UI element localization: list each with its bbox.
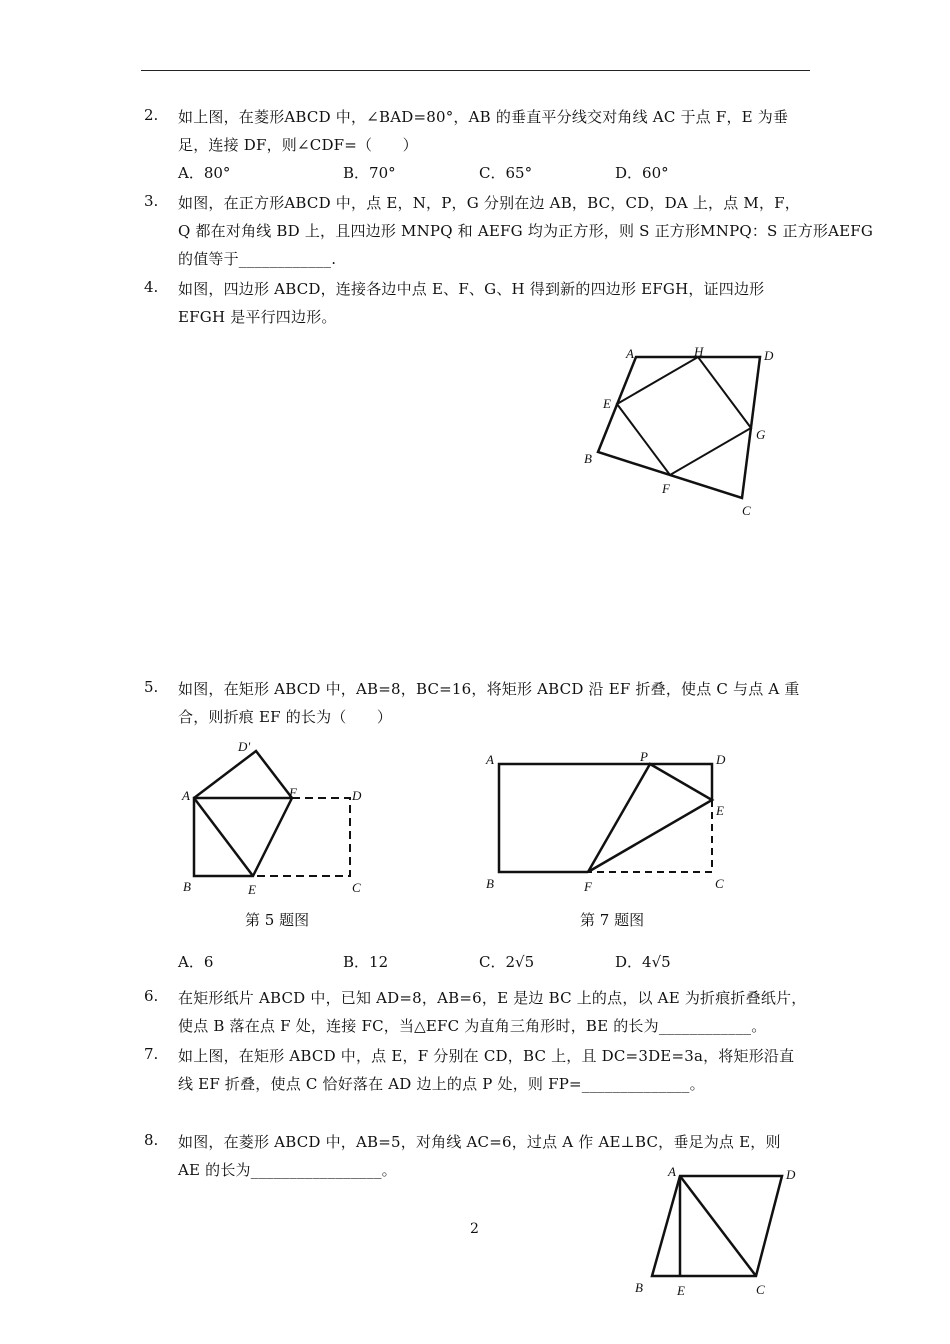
- q3-line-3: 的值等于____________.: [178, 250, 337, 268]
- fig7-label-p: P: [640, 749, 648, 764]
- q2-line-1: 如上图，在菱形ABCD 中，∠BAD=80°，AB 的垂直平分线交对角线 AC 于点 F，E 为垂: [178, 108, 789, 126]
- q2-option-d: D．60°: [615, 164, 669, 182]
- page-number: 2: [470, 1221, 479, 1237]
- q5-option-d: D．4√5: [615, 953, 671, 971]
- q4-label-e: E: [603, 396, 611, 411]
- q5-label-d: D: [352, 788, 362, 803]
- q8-rhombus: [652, 1176, 782, 1276]
- q2-option-b: B．70°: [343, 164, 396, 182]
- q3-line-2: Q 都在对角线 BD 上，且四边形 MNPQ 和 AEFG 均为正方形，则 S 正方形MNPQ：S 正方形AEFG: [178, 222, 874, 240]
- q2-option-c: C．65°: [479, 164, 533, 182]
- fig7-label-c: C: [715, 876, 724, 891]
- q3-number: 3.: [144, 192, 159, 210]
- q5-label-c: C: [352, 880, 361, 895]
- q7-line-2: 线 EF 折叠，使点 C 恰好落在 AD 边上的点 P 处，则 FP=______________。: [178, 1075, 705, 1093]
- q6-line-1: 在矩形纸片 ABCD 中，已知 AD=8，AB=6，E 是边 BC 上的点，以 AE 为折痕折叠纸片，: [178, 989, 807, 1007]
- fig7-label-f: F: [584, 879, 592, 894]
- q5-label-a: A: [182, 788, 190, 803]
- q8-label-b: B: [635, 1280, 643, 1295]
- q4-label-a: A: [626, 346, 634, 361]
- q5-option-b: B．12: [343, 953, 389, 971]
- q8-label-c: C: [756, 1282, 765, 1297]
- q5-line-2: 合，则折痕 EF 的长为（ ）: [178, 708, 393, 726]
- q4-label-h: H: [694, 344, 704, 359]
- q8-line-1: 如图，在菱形 ABCD 中，AB=5，对角线 AC=6，过点 A 作 AE⊥BC，垂足为点 E，则: [178, 1133, 781, 1151]
- q4-number: 4.: [144, 278, 159, 296]
- fig7-label-b: B: [486, 876, 494, 891]
- q5-caption: 第 5 题图: [245, 911, 310, 929]
- q6-number: 6.: [144, 987, 159, 1005]
- q6-line-2: 使点 B 落在点 F 处，连接 FC，当△EFC 为直角三角形时，BE 的长为____________。: [178, 1017, 767, 1035]
- fig7-label-e: E: [716, 803, 724, 818]
- q5-option-c: C．2√5: [479, 953, 535, 971]
- q5-label-dprime: D': [238, 739, 251, 754]
- q4-label-b: B: [584, 451, 592, 466]
- q5-label-b: B: [183, 879, 191, 894]
- q4-label-c: C: [742, 503, 751, 518]
- q2-number: 2.: [144, 106, 159, 124]
- q2-line-2: 足，连接 DF，则∠CDF=（ ）: [178, 136, 418, 154]
- q4-label-f: F: [662, 481, 670, 496]
- q4-label-d: D: [764, 348, 774, 363]
- q8-label-e: E: [677, 1283, 685, 1298]
- q8-label-d: D: [786, 1167, 796, 1182]
- q4-line-2: EFGH 是平行四边形。: [178, 308, 337, 326]
- q8-label-a: A: [668, 1164, 676, 1179]
- q4-label-g: G: [756, 427, 766, 442]
- q5-number: 5.: [144, 678, 159, 696]
- q4-line-1: 如图，四边形 ABCD，连接各边中点 E、F、G、H 得到新的四边形 EFGH，证四边形: [178, 280, 765, 298]
- q2-option-a: A．80°: [178, 164, 231, 182]
- q7-number: 7.: [144, 1045, 159, 1063]
- q5-label-e: E: [248, 882, 256, 897]
- fig7-label-d: D: [716, 752, 726, 767]
- q8-line-2: AE 的长为_________________。: [178, 1161, 397, 1179]
- fig7-label-a: A: [486, 752, 494, 767]
- fig7-caption: 第 7 题图: [580, 911, 645, 929]
- q5-line-1: 如图，在矩形 ABCD 中，AB=8，BC=16，将矩形 ABCD 沿 EF 折叠，使点 C 与点 A 重: [178, 680, 800, 698]
- q3-line-1: 如图，在正方形ABCD 中，点 E，N，P，G 分别在边 AB，BC，CD，DA 上，点 M，F，: [178, 194, 800, 212]
- q5-label-f: F: [289, 785, 297, 800]
- q7-line-1: 如上图，在矩形 ABCD 中，点 E，F 分别在 CD，BC 上，且 DC=3DE=3a，将矩形沿直: [178, 1047, 795, 1065]
- q8-number: 8.: [144, 1131, 159, 1149]
- q5-option-a: A．6: [178, 953, 214, 971]
